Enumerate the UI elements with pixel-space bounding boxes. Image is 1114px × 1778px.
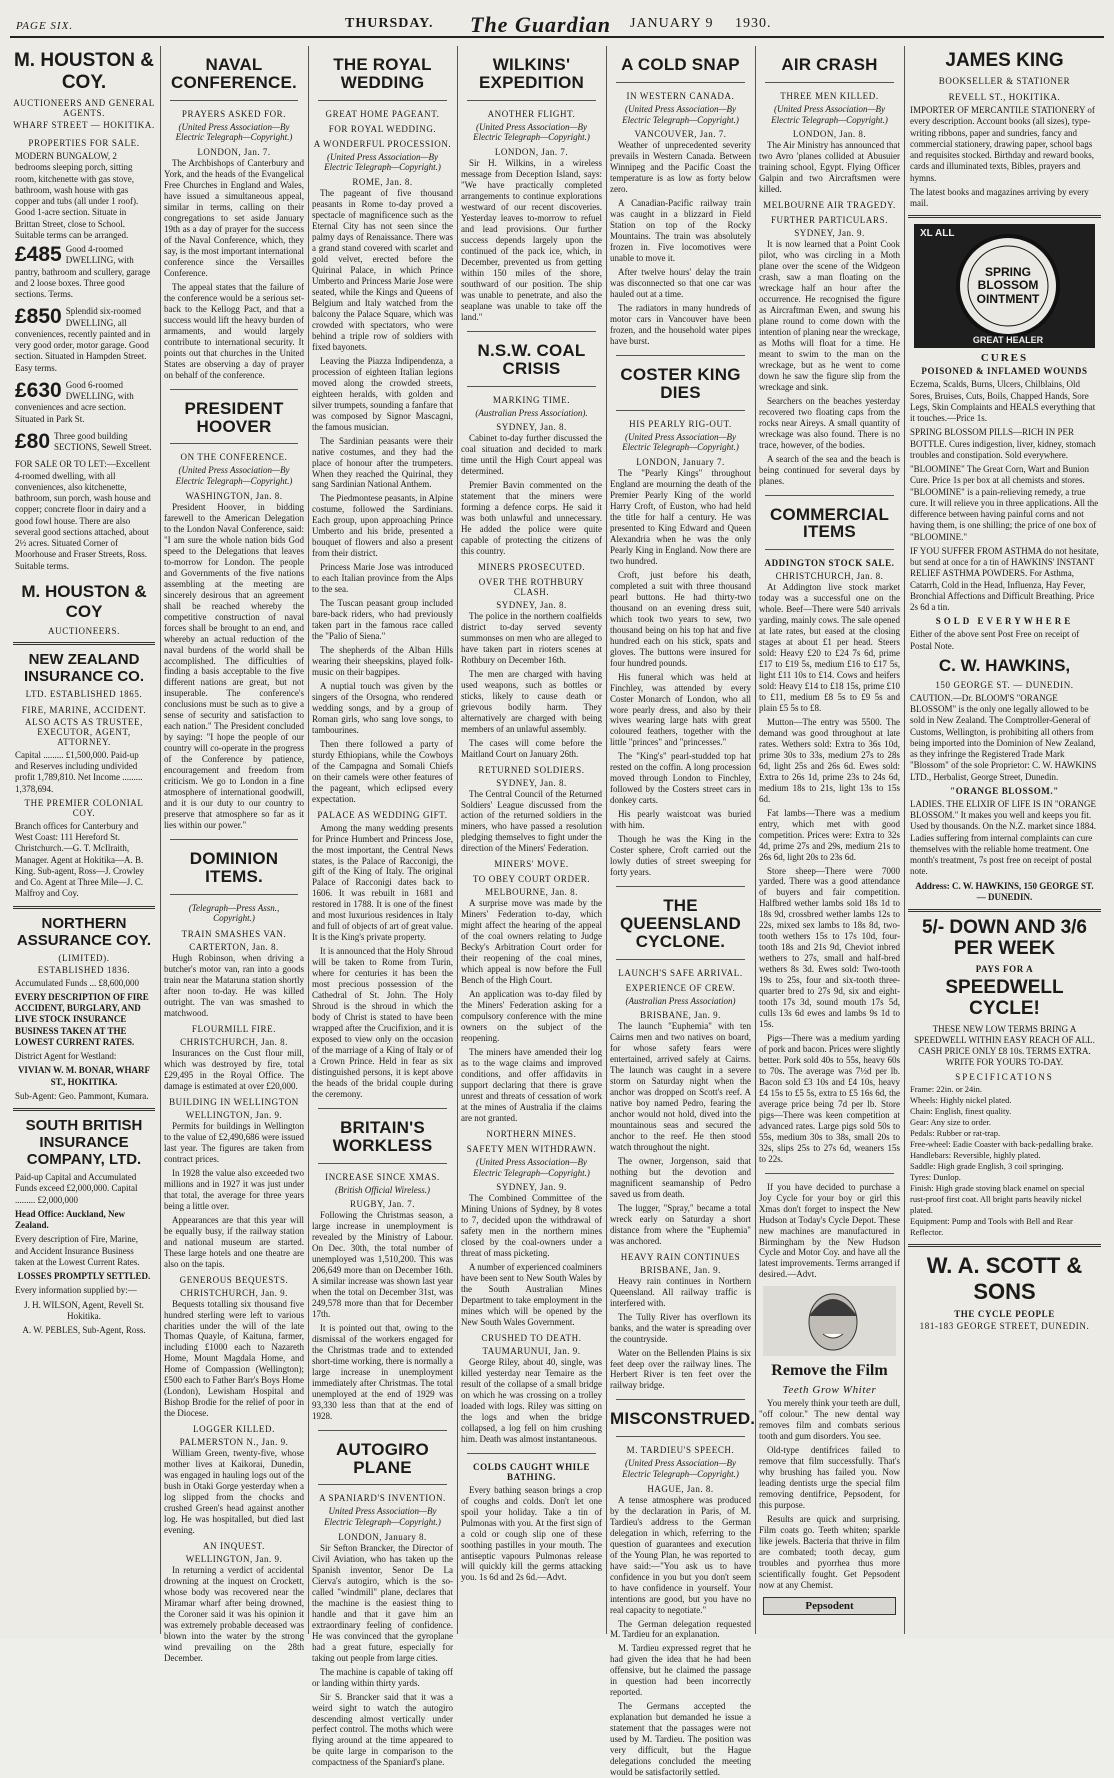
ad-subtitle: AUCTIONEERS. xyxy=(48,625,120,636)
article-paragraph: Leaving the Piazza Indipendenza, a procession of eighteen Italian legions moved along the crowded streets, eighteen heralds, with golden and silver trumpets, sounding a fanfare that was composed by Signor Mascagni, the famous musician. xyxy=(312,355,453,432)
headline: AIR CRASH xyxy=(781,55,878,74)
article-paragraph: The police in the northern coalfields district to-day served seventy summonses on men who are alleged to have taken part in rioters scenes at Rothbury on December 16th. xyxy=(461,610,602,665)
ad-text: Head Office: Auckland, New Zealand. xyxy=(15,1208,125,1230)
dateline: LONDON, January 7. xyxy=(636,457,725,468)
headline: BRITAIN'S WORKLESS xyxy=(332,1117,433,1155)
subheading: THREE MEN KILLED. xyxy=(780,90,879,101)
article-paragraph: The Air Ministry has announced that two Avro 'planes collided at Abusuier training school, Egypt. Flying Officer Galpin and two Aircraftsmen were killed. xyxy=(759,140,900,195)
headline: MISCONSTRUED. xyxy=(610,1409,756,1429)
spec-item: Frame: 22in. or 24in. xyxy=(910,1083,983,1094)
specifications-list xyxy=(908,1084,1101,1239)
article-paragraph: The cases will come before the Maitland Court on January 26th. xyxy=(461,737,602,759)
logo-bottom-text: GREAT HEALER xyxy=(972,335,1044,346)
pepsodent-tube: Pepsodent xyxy=(763,1597,896,1615)
page-number: PAGE SIX. xyxy=(16,20,74,32)
ad-subtitle: SOLD EVERYWHERE xyxy=(935,616,1074,627)
article-paragraph: Water on the Bellenden Plains is six feet deep over the railway lines. The Herbert River is ten feet over the railway bridge. xyxy=(610,1347,751,1391)
article-paragraph: Heavy rain continues in Northern Queensland. All railway traffic is interfered with. xyxy=(610,1275,751,1308)
subheading: MINERS PROSECUTED. xyxy=(477,561,586,572)
ad-subtitle: AUCTIONEERS AND GENERAL AGENTS. xyxy=(13,98,155,118)
logo-corner-text: XL ALL xyxy=(920,228,955,240)
article-paragraph: An application was to-day filed by the Miners' Federation asking for a compulsory conference with the mine owners on the subject of the reopening. xyxy=(461,989,602,1043)
ad-subtitle: (LIMITED). xyxy=(58,952,110,963)
subheading: CRUSHED TO DEATH. xyxy=(481,1332,582,1343)
article-paragraph: The Combined Committee of the Mining Unions of Sydney, by 8 votes to 7, decided upon the withdrawal of safety men in the northern mines closed by the coal-owners under a threat of mass picketing. xyxy=(461,1193,602,1259)
face-illustration xyxy=(763,1286,903,1356)
price: £850 xyxy=(15,305,62,329)
subheading: LOGGER KILLED. xyxy=(193,1424,275,1435)
credit-line: (Australian Press Association). xyxy=(475,407,588,418)
ad-text: Results are quick and surprising. Film coats go. Teeth whiten; sparkle like jewels. Bacteria that thrive in film are combated; tooth decay, gum troubles and pyorrhea thus more scientifically fought. Get Pepsodent now at any Chemist. xyxy=(759,1514,900,1590)
ad-title: 5/- DOWN AND 3/6 PER WEEK xyxy=(921,917,1088,959)
ad-text: A. W. PEBLES, Sub-Agent, Ross. xyxy=(22,1325,146,1335)
subheading: FURTHER PARTICULARS. xyxy=(770,215,889,226)
ad-text: District Agent for Westland: xyxy=(15,1051,117,1061)
ad-title: M. HOUSTON & COY xyxy=(21,581,147,621)
ad-subtitle: BOOKSELLER & STATIONER xyxy=(938,76,1071,86)
subheading: BUILDING IN WELLINGTON xyxy=(169,1096,299,1107)
article-paragraph: After twelve hours' delay the train was disconnected so that one car was hauled out at a time. xyxy=(610,267,751,300)
subheading: RETURNED SOLDIERS. xyxy=(478,764,585,775)
spring-blossom-logo xyxy=(914,224,1095,348)
ad-text: Capital ......... £1,500,000. Paid-up and Reserves including undivided profit 1,789,810. Net Income ......... 1,378,694. xyxy=(15,749,143,794)
dateline: SYDNEY, Jan. 8. xyxy=(496,599,567,610)
ad-subtitle: ESTABLISHED 1836. xyxy=(37,964,131,975)
article-paragraph: The Sardinian peasants were their native costumes, and they had the place of honour after the trumpeters. When they reached the Quirinal, they sang Sardinian National Anthem. xyxy=(312,435,453,490)
article-paragraph: A search of the sea and the beach is being continued for several days by planes. xyxy=(759,453,900,486)
dateline: MELBOURNE, Jan. 8. xyxy=(485,887,578,898)
article-paragraph: M. Tardieu expressed regret that he had given the idea that he had been offensive, but he claimed the passage in question had been incorrectly reported. xyxy=(610,1643,751,1698)
headline: PRESIDENT HOOVER xyxy=(184,398,284,436)
ad-text: Three good building SECTIONS, Sewell Street. xyxy=(54,430,152,452)
ad-text: Splendid six-roomed DWELLING, all conveniences, recently painted and in very good order, motor garage. Good section. Situated in Hampden Street. Easy terms. xyxy=(15,306,151,373)
dateline: SYDNEY, Jan. 9. xyxy=(496,1182,567,1193)
ad-title: SPEEDWELL CYCLE! xyxy=(945,976,1064,1019)
ad-title: C. W. HAWKINS, xyxy=(938,655,1071,675)
subheading: M. TARDIEU'S SPEECH. xyxy=(626,1445,735,1456)
credit-line: (United Press Association—By Electric Telegraph—Copyright.) xyxy=(473,1156,590,1178)
subheading: GREAT HOME PAGEANT. xyxy=(325,108,440,119)
article-paragraph: The owner, Jorgenson, said that nothing but the devotion and magnificent seamanship of Pedro saved us from death. xyxy=(610,1155,751,1199)
masthead-year: 1930. xyxy=(735,16,772,31)
credit-line: (Australian Press Association) xyxy=(625,995,736,1006)
ad-subtitle: PROPERTIES FOR SALE. xyxy=(28,138,140,148)
spec-item: Chain: English, finest quality. xyxy=(910,1105,1012,1116)
ad-subtitle: FIRE, MARINE, ACCIDENT. xyxy=(21,704,147,715)
ad-text: IMPORTER OF MERCANTILE STATIONERY of every description. Account books (all sizes), type-writing ribbons, paper and sundries, fancy and commercial stationery, drawing paper, school bags and requisites stocked. Birthday and reward books, cards and illuminated texts, Bibles, prayers and hymns. xyxy=(910,105,1095,183)
subheading: ON THE CONFERENCE. xyxy=(180,452,288,463)
article-paragraph: It is announced that the Holy Shroud will be taken to Rome from Turin, where for centuries it has been the most precious possession of the Cathedral of St. John. The Holy Shroud is the shroud in which the body of Christ is stated to have been wrapped after the Crucifixion, and it is exposed to view only on the occasion of the marriage of a King of Italy or of a Crown Prince. Held in fear as six distinguished persons, it is kept above the heads of the bridal couple during the ceremony. xyxy=(312,946,453,1099)
subheading: TO OBEY COURT ORDER. xyxy=(472,874,591,885)
subheading: PRAYERS ASKED FOR. xyxy=(181,108,287,119)
dateline: HAGUE, Jan. 8. xyxy=(647,1483,714,1494)
dateline: LONDON, Jan. 8. xyxy=(792,129,867,140)
ad-text: J. H. WILSON, Agent, Revell St. Hokitika. xyxy=(24,1299,144,1321)
ad-subtitle: REVELL ST., HOKITIKA. xyxy=(948,92,1061,102)
ad-subtitle: "ORANGE BLOSSOM." xyxy=(950,785,1059,796)
dateline: SYDNEY, Jan. 8. xyxy=(496,422,567,433)
spec-item: Equipment: Pump and Tools with Bell and Rear Reflector. xyxy=(910,1216,1073,1238)
article-paragraph: In returning a verdict of accidental drowning at the inquest on Crockett, whose body was recovered near the Miramar wharf after being drowned, the Coroner said it was his opinion it was extremely probable deceased was blown into the water by the strong wind prevailing on the 28th December. xyxy=(164,1564,304,1663)
headline: NAVAL CONFERENCE. xyxy=(171,55,297,92)
dateline: SYDNEY, Jan. 8. xyxy=(496,777,567,788)
article-paragraph: The Piedmontese peasants, in Alpine costume, followed the Sardinians. Each group, upon approaching Prince Umberto and his bride, presented a bouquet of flowers and also a present from their district. xyxy=(312,493,453,559)
ad-text: LOSSES PROMPTLY SETTLED. xyxy=(17,1271,151,1281)
subheading: INCREASE SINCE XMAS. xyxy=(325,1171,440,1182)
article-paragraph: At Addington live stock market today was a successful one on the whole. Beef—There were 540 arrivals yarding, mainly cows. The sale opened at late rates, but eased at the closing stages at about £1 per head. Steers sold: Heavy £20 to £24 7s 6d, prime £17 to £19 5s, medium £16 to £17 5s, light £11 10s to £14. Cows and heifers sold: Heavy £14 to £18 15s, prime £10 to £11, medium £8 5s to £9 5s and plain £5 5s to £8. xyxy=(759,582,900,713)
credit-line: (United Press Association—By Electric Telegraph—Copyright.) xyxy=(324,151,441,173)
credit-line: United Press Association—By Electric Telegraph—Copyright.) xyxy=(324,1506,441,1528)
ad-text: Either of the above sent Post Free on receipt of Postal Note. xyxy=(910,629,1080,651)
ad-text: MODERN BUNGALOW, 2 bedrooms sleeping porch, sitting room, kitchenette with gas stove, bathroom, wash house with gas copper and tubs (all under 1 roof). Good 1-acre section. Situate in Brittan Street, close to School. Suitable terms can be arranged. xyxy=(15,151,139,240)
headline: COSTER KING DIES xyxy=(620,364,741,402)
ad-text: IF YOU SUFFER FROM ASTHMA do not hesitate, but send at once for a tin of HAWKINS' INSTANT RELIEF ASTHMA POWDERS. For Asthma, Catarrh, Cold in the Head, Influenza, Hay Fever, Bronchial Affections and Difficult Breathing. Price 2s 6d a tin. xyxy=(910,545,1099,612)
credit-line: (United Press Association—By Electric Telegraph—Copyright.) xyxy=(175,121,293,143)
column-4 xyxy=(457,46,605,1634)
ad-subtitle: PAYS FOR A xyxy=(975,963,1034,974)
dateline: CHRISTCHURCH, Jan. 8. xyxy=(775,571,884,582)
subheading: SAFETY MEN WITHDRAWN. xyxy=(466,1143,597,1154)
dateline: BRISBANE, Jan. 9. xyxy=(640,1010,721,1021)
dateline: WASHINGTON, Jan. 8. xyxy=(185,490,283,501)
ad-text: Sub-Agent: Geo. Pammont, Kumara. xyxy=(15,1090,149,1101)
subheading: IN WESTERN CANADA. xyxy=(626,90,735,101)
article-paragraph: Following the Christmas season, a large increase in unemployment is revealed by the Ministry of Labour. On Dec. 30th, the total number of unemployed was 1,510,200. This was 206,649 more than on December 16th. A similar increase was shown last year when the total on December 31st, was 249,578 more than that for December 17th. xyxy=(312,1210,453,1320)
article-paragraph: The lugger, "Spray," became a total wreck early on Saturday a short distance from where the "Euphemia" was anchored. xyxy=(610,1202,751,1246)
article-paragraph: Cabinet to-day further discussed the coal situation and decided to mark time until the High Court appeal was determined. xyxy=(461,433,602,477)
dateline: CHRISTCHURCH, Jan. 8. xyxy=(180,1037,288,1048)
credit-line: (United Press Association—By Electric Telegraph—Copyright.) xyxy=(622,431,739,453)
ad-subtitle: WHARF STREET — HOKITIKA. xyxy=(13,120,155,130)
article-paragraph: The Tully River has overflown its banks, and the water is spreading over the countryside. xyxy=(610,1311,751,1344)
ad-text: EVERY DESCRIPTION OF FIRE ACCIDENT, BURGLARY, AND LIVE STOCK INSURANCE BUSINESS TAKEN AT THE LOWEST CURRENT RATES. xyxy=(15,991,149,1047)
article-paragraph: The launch "Euphemia" with ten Cairns men and two natives on board, for whose safety fears were entertained, arrived safely at Cairns. The launch was caught in a severe storm on Saturday night when the anchor was dropped on Scott's reef. A native boy named Pedro, fearing the anchor would not hold, dived into the mountainous seas and secured the anchor to the reef. He then stood watch throughout the night. xyxy=(610,1021,751,1153)
column-6 xyxy=(755,46,903,1634)
spec-item: Finish: High grade stoving black enamel on special rust-proof first coat. All bright parts heavily nickel plated. xyxy=(910,1182,1085,1216)
dateline: CARTERTON, Jan. 8. xyxy=(189,942,279,953)
article-paragraph: Sir S. Brancker said that it was a weird sight to watch the autogiro descending almost vertically under perfect control. The moths which were flying around at the time appeared to be quite large in comparison to the compactness of the Spaniard's plane. xyxy=(312,1691,453,1768)
article-paragraph: Mutton—The entry was 5500. The demand was good throughout at late rates. Wethers sold: Extra to 36s 10d, prime 30s to 33s, medium 27s to 28s 6d, light 25s and 26s 6d. Ewes sold: Extra to 26s 1d, prime 23s to 24s 6d, medium 18s to 21s, light 13s to 15s 6d. xyxy=(759,716,900,804)
ad-text: Good 6-roomed DWELLING, with conveniences and acre section. Situated in Park St. xyxy=(15,379,134,424)
ad-text: Every information supplied by:— xyxy=(15,1285,137,1296)
masthead xyxy=(10,6,1104,38)
credit-line: (United Press Association—By Electric Telegraph—Copyright.) xyxy=(175,465,293,487)
article-paragraph: Searchers on the beaches yesterday recovered two floating caps from the rocks near Aireys. A small quantity of wreckage was also found. There is no trace, however, of the bodies. xyxy=(759,395,900,450)
subheading: LAUNCH'S SAFE ARRIVAL. xyxy=(618,967,743,978)
article-paragraph: A tense atmosphere was produced by the declaration in Paris, of M. Tardieu's address to the German delegation in which, referring to the question of guarantees and execution of the Young Plan, he was reported to have said:—"You ask us to have confidence in you but you don't seem to have confidence in yourself. Your intentions are good, but you have no real capacity to negotiate." xyxy=(610,1494,751,1615)
subheading: PALACE AS WEDDING GIFT. xyxy=(317,809,448,820)
newspaper-title: The Guardian xyxy=(470,12,611,37)
subheading: ADDINGTON STOCK SALE. xyxy=(764,558,895,569)
subheading: TRAIN SMASHES VAN. xyxy=(181,929,287,940)
article-paragraph: A number of experienced coalminers have been sent to New South Wales by the South Australian Mines Department to take employment in the mines which will be opened by the New South Wales Government. xyxy=(461,1262,602,1327)
credit-line: (United Press Association—By Electric Telegraph—Copyright.) xyxy=(622,1458,739,1480)
article-paragraph: A Canadian-Pacific railway train was caught in a blizzard in Field Station on top of the Rocky Mountains. The train was absolutely frozen in. Five locomotives were unable to move it. xyxy=(610,198,751,264)
article-paragraph: The Tuscan peasant group included bare-back riders, who had previously taken part in the famous race called the "Palio of Siena." xyxy=(312,598,453,642)
price: £80 xyxy=(15,429,51,453)
article-paragraph: The Archbishops of Canterbury and York, and the heads of the Evangelical Free Churches in England and Wales, have issued a simultaneous appeal, similar in terms, calling on their congregations to set aside January 19th as a day of prayer for the success of the Naval Conference, which, they say, is the most important international conference since the Versailles Conference. xyxy=(164,158,304,278)
credit-line: (British Official Wireless.) xyxy=(335,1184,430,1195)
headline: N.S.W. COAL CRISIS xyxy=(477,340,586,378)
article-paragraph: Sir H. Wilkins, in a wireless message from Deception Island, says: "We have practically completed arrangements to continue explorations westward of our recent discoveries. Yesterday leaves to-morrow to refuel and lead provisions. Our further success depends largely upon the continued of the pack ice, which, in December, prevented us from getting within 150 miles of the shore, southward of our position. The ship was unable to penetrate, and also the seaplane was unable to take off the land." xyxy=(461,158,602,322)
masthead-day: THURSDAY. xyxy=(345,16,434,31)
ad-text: CAUTION.—Dr. BLOOM'S "ORANGE BLOSSOM" is the only one legally allowed to be sold in New Zealand. The Comptroller-General of Customs, Wellington, is prohibiting all others from being imported into the Dominion of New Zealand, as they infringe the Registered Trade Mark "Blossom" of the sole Proprietor: C. W. HAWKINS LTD., Herbalist, George Street, Dunedin. xyxy=(910,692,1097,782)
ad-subtitle: CURES xyxy=(980,352,1029,365)
article-paragraph: Premier Bavin commented on the statement that the miners were forming a defence corps. He said it was both unlawful and unnecessary. He added the police were quite capable of protecting the citizens of this country. xyxy=(461,480,602,556)
ad-subtitle: LTD. ESTABLISHED 1865. xyxy=(25,688,143,699)
article-paragraph: In 1928 the value also exceeded two millions and in 1927 it was just under that total, the average for three years being a little over. xyxy=(164,1167,304,1211)
ad-title: NEW ZEALAND INSURANCE CO. xyxy=(23,650,144,685)
ad-subtitle: ALSO ACTS AS TRUSTEE, EXECUTOR, AGENT, ATTORNEY. xyxy=(25,716,143,747)
subheading: A WONDERFUL PROCESSION. xyxy=(313,138,452,149)
ad-subtitle: 150 GEORGE ST. — DUNEDIN. xyxy=(935,679,1074,690)
masthead-date: JANUARY 9 xyxy=(630,16,714,31)
article-paragraph: Princess Marie Jose was introduced to each Italian province from the Alps to the sea. xyxy=(312,562,453,595)
article-paragraph: It is now learned that a Point Cook pilot, who was circling in a Moth plane over the scene of the Widgeon crash, saw a man floating on the wreckage half an hour after the occurrence. He recognised the figure as Aircraftman Ewen, and swung his plane round to come down with the intention of planing near the wreckage, as Moths will float for a time. He meant to swim to the man on the wreckage, but as he went to come down he saw the figure slip from the wreckage and sink. xyxy=(759,239,900,392)
subheading: NORTHERN MINES. xyxy=(486,1128,577,1139)
dateline: RUGBY, Jan. 7. xyxy=(349,1199,416,1210)
subheading: HIS PEARLY RIG-OUT. xyxy=(629,418,732,429)
ad-title: Remove the Film xyxy=(771,1362,888,1380)
headline: DOMINION ITEMS. xyxy=(189,849,279,886)
article-paragraph: George Riley, about 40, single, was killed yesterday near Temaire as the result of the collapse of a small bridge on which he was crossing on a trolley loaded with logs. Riley was sitting on the logs and when the bridge collapsed, a log fell on him crushing him. Death was almost instantaneous. xyxy=(461,1356,602,1444)
spec-item: Wheels: Highly nickel plated. xyxy=(910,1094,1012,1105)
headline: THE QUEENSLAND CYCLONE. xyxy=(619,896,741,951)
dateline: WELLINGTON, Jan. 9. xyxy=(185,1109,283,1120)
headline: A COLD SNAP xyxy=(621,55,740,74)
ad-text: SPRING BLOSSOM PILLS—RICH IN PER BOTTLE. Cures indigestion, liver, kidney, stomach troubles and constipation. Sold everywhere. xyxy=(910,427,1096,460)
dateline: LONDON, January 8. xyxy=(338,1531,427,1542)
subheading: GENEROUS BEQUESTS. xyxy=(179,1274,289,1285)
ad-title: W. A. SCOTT & SONS xyxy=(926,1253,1083,1305)
dateline: CHRISTCHURCH, Jan. 9. xyxy=(180,1287,288,1298)
advert-illustration xyxy=(763,1286,896,1356)
article-paragraph: Appearances are that this year will be equally busy, if the railway station and national museum are started. These large hotels and one theatre are also on the tapis. xyxy=(164,1214,304,1269)
subheading: MARKING TIME. xyxy=(492,394,571,405)
article-paragraph: Hugh Robinson, when driving a butcher's motor van, ran into a goods train near the Mataruna station shortly after noon to-day. He was killed outright. The van was smashed to matchwood. xyxy=(164,953,304,1019)
ad-text: LADIES. THE ELIXIR OF LIFE IS IN "ORANGE BLOSSOM." It makes you well and keeps you fit. Used by thousands. On the N.Z. market since 1884. Ladies suffering from internal complaints can cure themselves with the reliable home treatment. One month's treatment, 7s post free on receipt of postal note. xyxy=(910,798,1096,877)
spec-item: Tyres: Dunlop. xyxy=(910,1171,961,1182)
article-paragraph: Among the many wedding presents for Prince Humbert and Princess Jose, the most important, the Central News states, is the Palace of Racconigi, the gift of the King of Italy. The original Palace of Racconigi dates back to 1606. It was rebuilt in 1681 and restored in 1788. It is one of the finest and most luxurious residences in Italy and full of objects of art of great value. It is the King's private property. xyxy=(312,822,453,943)
spec-item: Saddle: High grade English, 3 coil springing. xyxy=(910,1160,1064,1171)
dateline: WELLINGTON, Jan. 9. xyxy=(185,1553,283,1564)
ad-subtitle: 181-183 GEORGE STREET, DUNEDIN. xyxy=(919,1321,1090,1332)
column-7 xyxy=(904,46,1104,1634)
subheading: AN INQUEST. xyxy=(203,1540,265,1551)
ad-text: "BLOOMINE" The Great Corn, Wart and Bunion Cure. Price 1s per box at all chemists and stores. "BLOOMINE" is a pain-relieving remedy, a true cure. It will relieve you in three applications. All the difference between having painful corns and not having them, is one shilling; the price of one box of "BLOOMINE." xyxy=(910,464,1099,542)
subheading: A SPANIARD'S INVENTION. xyxy=(319,1493,446,1504)
dateline: TAUMARUNUI, Jan. 9. xyxy=(482,1345,581,1356)
article-paragraph: A surprise move was made by the Miners' Federation to-day, which might affect the hearing of the appeal of the coal owners relating to Judge Becky's Arbitration Court order for their reopening of the coal mines, which appeal is now before the Full Bench of the High Court. xyxy=(461,898,602,986)
article-paragraph: The pageant of five thousand peasants in Rome to-day proved a spectacle of magnificence such as the Eternal City has not seen since the palmy days of Renaissance. There was a grand stand covered with scarlet and gold velvet, erected before the Quirinal Palace, in which Prince Umberto and Princess Marie Jose were seated, while the Kings and Queens of Belgium and Italy watched from the balcony the Palace Square, which was crowded with spectators, who were behind a triple row of soldiers with fixed bayonets. xyxy=(312,188,453,352)
subheading: EXPERIENCE OF CREW. xyxy=(625,982,736,993)
column-5 xyxy=(606,46,756,1778)
ad-text: If you have decided to purchase a Joy Cycle for your boy or girl this Xmas don't forget to inspect the New Hudson at Today's Cycle Depot. These new machines are manufactured in Birmingham by the New Hudson Cycle and Motor Coy. and have all the latest improvements. Terms arranged if desired.—Advt. xyxy=(759,1181,900,1280)
subheading: OVER THE ROTHBURY CLASH. xyxy=(478,576,585,597)
article-paragraph: The German delegation requested M. Tardieu for an explanation. xyxy=(610,1618,751,1640)
article-paragraph: Fat lambs—There was a medium entry, which met with good competition. Prices were: Extra to 32s 4d, prime 27s and 29s, medium 21s to 26s 6d, light 20s to 23s 6d. xyxy=(759,807,900,862)
article-paragraph: Croft, just before his death, completed a suit with three thousand pearl buttons. He had thirty-two thousand on an evening dress suit, which took two years to sew, two thousand being on his top hat and five hundred each on his stick, spats and gloves. The buttons were insured for four hundred pounds. xyxy=(610,569,751,668)
article-paragraph: The radiators in many hundreds of motor cars in Vancouver have been frozen, and the household water pipes have burst. xyxy=(610,303,751,346)
credit-line: (Telegraph—Press Assn., Copyright.) xyxy=(188,902,280,924)
subheading: ANOTHER FLIGHT. xyxy=(487,108,576,119)
article-paragraph: The men are charged with having used weapons, such as bottles or sticks, likely to cause death or grievous bodily harm. They alternatively are charged with being members of an unlawful assembly. xyxy=(461,668,602,734)
article-paragraph: Store sheep—There were 7000 yarded. There was a good attendance of buyers and fair competition. Halfbred wether lambs sold 18s 1d to 18s 9d, crossbred wether lambs 12s to 22s, mixed sex lambs to 18s 8d, two-tooth wethers 15s to 17s 10d, four-tooth 18s and 21s 9d, Cheviot inbred wethers to 27s, small and half-bred wethers 8s 3d. Ewes sold: Two-tooth 19s to 25s, four and six-tooth three-quarter bred to 27s 9d, six and eight-tooth 17s 3d, sound mouth 17s 5d, culls 13s 6d ewes and lambs 9s 1d to 15s. xyxy=(759,865,900,1030)
article-paragraph: Sir Sefton Brancker, the Director of Civil Aviation, who has taken up the Spanish inventor, Senor De La Cierva's autogiro, which is the so-called "windmill" plane, declares that the machine is the easiest thing to handle and that it gave him an extraordinary feeling of confidence. He was convinced that the gyroplane had a great future, especially for taking out people from large cities. xyxy=(312,1542,453,1663)
article-paragraph: The "King's" pearl-studded top hat rested on the coffin. A long procession moved through London to Finchley, followed by the Costers street cars in donkey carts. xyxy=(610,751,751,806)
ad-title: NORTHERN ASSURANCE COY. xyxy=(16,914,152,949)
ad-title: SOUTH BRITISH INSURANCE COMPANY, LTD. xyxy=(25,1117,143,1168)
credit-line: (United Press Association—By Electric Telegraph—Copyright.) xyxy=(473,121,590,143)
ad-text: Paid-up Capital and Accumulated Funds exceed £2,000,000. Capital ......... £2,000,000 xyxy=(15,1172,138,1205)
ad-subtitle: SPECIFICATIONS xyxy=(955,1071,1054,1082)
subheading: MINERS' MOVE. xyxy=(494,859,569,870)
headline: THE ROYAL WEDDING xyxy=(333,55,432,92)
dateline: PALMERSTON N., Jan. 9. xyxy=(179,1437,289,1448)
headline: AUTOGIRO PLANE xyxy=(336,1439,429,1477)
ad-subtitle: THE CYCLE PEOPLE xyxy=(954,1309,1055,1320)
column-2 xyxy=(160,46,307,1663)
dateline: LONDON, Jan. 7. xyxy=(197,147,271,158)
ad-title: COLDS CAUGHT WHILE BATHING. xyxy=(473,1461,590,1482)
headline: COMMERCIAL ITEMS xyxy=(769,504,890,542)
article-paragraph: Insurances on the Cust flour mill, which was destroyed by fire, total £29,495 in the Royal Office. The damage is estimated at over £20,000. xyxy=(164,1048,304,1091)
spec-item: Gear: Any size to order. xyxy=(910,1116,991,1127)
article-paragraph: Then there followed a party of sturdy Ethiopians, while the Cowboys of the Campagna and Somali Chiefs on their camels were other features of the pageant, which eclipsed every expectation. xyxy=(312,738,453,804)
article-paragraph: Though he was the King in the Coster sphere, Croft carried out the lowly duties of street sweeping for forty years. xyxy=(610,834,751,878)
spec-item: Pedals: Rubber or rat-trap. xyxy=(910,1127,1001,1138)
price: £485 xyxy=(15,243,62,266)
ad-text: FOR SALE OR TO LET:—Excellent 4-roomed dwelling, with all conveniences, also kitchenette, bathroom, sun porch, wash house and copper; concrete floor in dairy and a good fowl house. There are also several good sections attached, about 2½ acres. Situated Corner of Moorhouse and Fraser Streets, Ross. Suitable terms. xyxy=(15,459,151,571)
article-paragraph: Weather of unprecedented severity prevails in Western Canada. Between Winnipeg and the Pacific Coast the temperature is as low as forty below zero. xyxy=(610,140,751,195)
ad-text: Branch offices for Canterbury and West Coast: 111 Hereford St. Christchurch.—G. T. McIlraith, Manager. Agent at Hokitika—A. B. King. Sub-agent, Ross—J. Crowley and Co. Agent at Three Mile—J. C. Malfroy and Coy. xyxy=(15,820,144,899)
article-paragraph: The miners have amended their log as to the wage claims and improved conditions, and offer affidavits in support declaring that there is grave unrest and threats of cessation of work at the mines of Australia if the claims are not granted. xyxy=(461,1046,602,1123)
credit-line: (United Press Association—By Electric Telegraph—Copyright.) xyxy=(622,103,739,125)
article-paragraph: It is pointed out that, owing to the dismissal of the workers engaged for the Christmas trade and to extended short-time working, there is normally a large increase in unemployment immediately after Christmas. The total unemployed at the end of 1929 was 93,330 less than that at the end of 1928. xyxy=(312,1322,453,1421)
dateline: LONDON, Jan. 7. xyxy=(494,147,569,158)
article-paragraph: William Green, twenty-five, whose mother lives at Kaikorai, Dunedin, was engaged in hauling logs out of the bush in Otaki Gorge yesterday when a log slipped from the chocks and crushed Green's head against another log. He was hospitalled, but died last evening. xyxy=(164,1448,304,1535)
ad-subtitle: Teeth Grow Whiter xyxy=(782,1384,877,1397)
subheading: FOR ROYAL WEDDING. xyxy=(328,123,437,134)
article-paragraph: The shepherds of the Alban Hills wearing their sheepskins, played folk-music on their bagpipes. xyxy=(312,645,453,677)
article-paragraph: The Germans accepted the explanation but demanded he issue a statement that the passages were not used by M. Tardieu. The position was very difficult, but the Hague delegations concluded the meeting would be satisfactorily settled. xyxy=(610,1701,751,1778)
ad-text: Every bathing season brings a crop of coughs and colds. Don't let one spoil your holiday. Take a tin of Pulmonas with you. At the first sign of a cold or cough slip one of these soothing pastilles in your mouth. The antiseptic vapours Pulmonas release will quickly kill the germs attacking you. 1s 6d and 2s 6d.—Advt. xyxy=(461,1484,602,1583)
ad-text: Accumulated Funds ... £8,600,000 xyxy=(15,977,139,988)
ad-text: VIVIAN W. M. BONAR, WHARF ST., HOKITIKA. xyxy=(17,1065,151,1087)
ad-text: You merely think your teeth are dull, "off colour." The new dental way removes film and combats serious tooth and gum disorders. You see. xyxy=(759,1398,900,1442)
ad-text: Old-type dentifrices failed to remove that film successfully. That's why brushing has failed you. Now leading dentists urge the special film removing dentifrice, Pepsodent, for this purpose. xyxy=(759,1445,900,1511)
article-paragraph: His pearly waistcoat was buried with him. xyxy=(610,809,751,831)
article-paragraph: Pigs—There was a medium yarding of pork and bacon. Prices were slightly better. Pork sold 40s to 55s, heavy 60s to 70s. The average was 7½d per lb. Bacon sold £3 10s and £4 10s, heavy £4 15s to £5 5s, extra to £5 16s 6d, the average price being 7d per lb. Store pigs—There was keen competition at advanced rates. Large pigs sold 50s to 55s, medium 30s to 38s, small 20s to 32s, slips 25s to 27s 6d, weaners 15s to 22s. xyxy=(759,1033,900,1164)
article-paragraph: Permits for buildings in Wellington to the value of £2,490,686 were issued last year. The figures are taken from contract prices. xyxy=(164,1120,304,1164)
ad-text: The latest books and magazines arriving by every mail. xyxy=(910,186,1089,208)
ad-title: JAMES KING xyxy=(945,50,1064,71)
dateline: BRISBANE, Jan. 9. xyxy=(640,1264,721,1275)
headline: WILKINS' EXPEDITION xyxy=(479,55,584,92)
ad-text: Eczema, Scalds, Burns, Ulcers, Chilblains, Old Sores, Bruises, Cuts, Boils, Chapped Hands, Sore Legs, Skin Complaints and HEALS everything that it touches.—Price 1s. xyxy=(910,379,1096,423)
article-paragraph: President Hoover, in bidding farewell to the American Delegation to the London Naval Conference, said: "I am sure the whole nation bids God speed to the Delegations that leaves to-morrow for London. The people and Governments of the five nations assembling at the meeting are sincerely desirous that an agreement shall be reached whereby the competitive construction of naval forces shall be brought to an end, and whereby an actual reduction of the naval burdens of the world shall be accomplished. The difficulties of finding a basis acceptable to the five different nations are great, but not insuperable. The conference's conclusions must be such as to give a sense of security and satisfaction to each nation." The President concluded by saying: "I hope the people of our country will co-operate in the progress of the Conference by patience, encouragement and freedom from criticism. We go to London in a fine atmosphere of international goodwill, and it is our duty to our country to preserve that atmosphere so far as it lies within our power." xyxy=(164,501,304,831)
spec-item: Free-wheel: Eadie Coaster with back-pedalling brake. xyxy=(910,1138,1094,1149)
ad-text: Every description of Fire, Marine, and Accident Insurance Business taken at the Lowest Current Rates. xyxy=(15,1234,140,1267)
article-paragraph: Bequests totalling six thousand five hundred sterling were left to various charities under the will of the late Thomas Quayle, of Kaituna, farmer, including £1000 each to Nazareth Home, Mount Magdala Home, and Home of Compassion (Wellington); £500 each to Father Barr's Boys Home (London), Lewisham Hospital and Bishop Brodie for the relief of poor in the Diocese. xyxy=(164,1298,304,1419)
article-paragraph: A nuptial touch was given by the singers of the Orsogna, who rendered wedding songs, and by a group of Roman girls, who sang love songs, to tambourines. xyxy=(312,680,453,735)
subheading: FLOURMILL FIRE. xyxy=(191,1024,277,1035)
dateline: VANCOUVER, Jan. 7. xyxy=(634,129,727,140)
credit-line: (United Press Association—By Electric Telegraph—Copyright.) xyxy=(771,103,888,125)
article-paragraph: The machine is capable of taking off or landing within thirty yards. xyxy=(312,1666,453,1688)
article-paragraph: The appeal states that the failure of the conference would be a serious set-back to the Kellogg Pact, and that a success would lift the heavy burden of armaments, and would largely contribute to international security. It points out that churches in the United States are observing a day of prayer on behalf of the conference. xyxy=(164,281,304,380)
column-1 xyxy=(10,46,158,1634)
dateline: SYDNEY, Jan. 9. xyxy=(794,228,865,239)
price: £630 xyxy=(15,378,62,402)
article-paragraph: His funeral which was held at Finchley, was attended by every Coster Monarch of London, who all wore pearly dress, and also by their wives wearing large hats with great coloured feathers, together with the little "princes" and "princesses." xyxy=(610,671,751,748)
subheading: MELBOURNE AIR TRAGEDY. xyxy=(763,200,896,211)
spec-item: Handlebars: Reversible, highly plated. xyxy=(910,1149,1041,1160)
logo-text: SPRING BLOSSOM OINTMENT xyxy=(976,265,1040,306)
column-3 xyxy=(308,46,456,1768)
article-paragraph: The Central Council of the Returned Soldiers' League discussed from the action of the returned soldiers in the miners, who have passed a resolution pledging themselves to fight under the direction of the Miners' Federation. xyxy=(461,788,602,854)
ad-title: M. HOUSTON & COY. xyxy=(13,50,155,93)
ad-subtitle: POISONED & INFLAMED WOUNDS xyxy=(921,366,1088,377)
ad-text: Address: C. W. HAWKINS, 150 GEORGE ST. — DUNEDIN. xyxy=(915,880,1094,902)
subheading: HEAVY RAIN CONTINUES xyxy=(620,1251,741,1262)
article-paragraph: The "Pearly Kings" throughout England are mourning the death of the Premier Pearly King of the world Harry Croft, of Euston, who had held the title for half a century. He was presented to King Edward and Queen Alexandria when he was the only Pearly King in England. Now there are two hundred. xyxy=(610,468,751,566)
ad-text: THESE NEW LOW TERMS BRING A SPEEDWELL WITHIN EASY REACH OF ALL. CASH PRICE ONLY £8 10s. TERMS EXTRA. WRITE FOR YOURS TO-DAY. xyxy=(914,1023,1095,1068)
ad-subtitle: THE PREMIER COLONIAL COY. xyxy=(24,797,144,818)
ad-text: Good 4-roomed DWELLING, with pantry, bathroom and scullery, garage and 2 loose boxes. Three good sections. Terms. xyxy=(15,244,151,299)
dateline: ROME, Jan. 8. xyxy=(352,177,413,188)
